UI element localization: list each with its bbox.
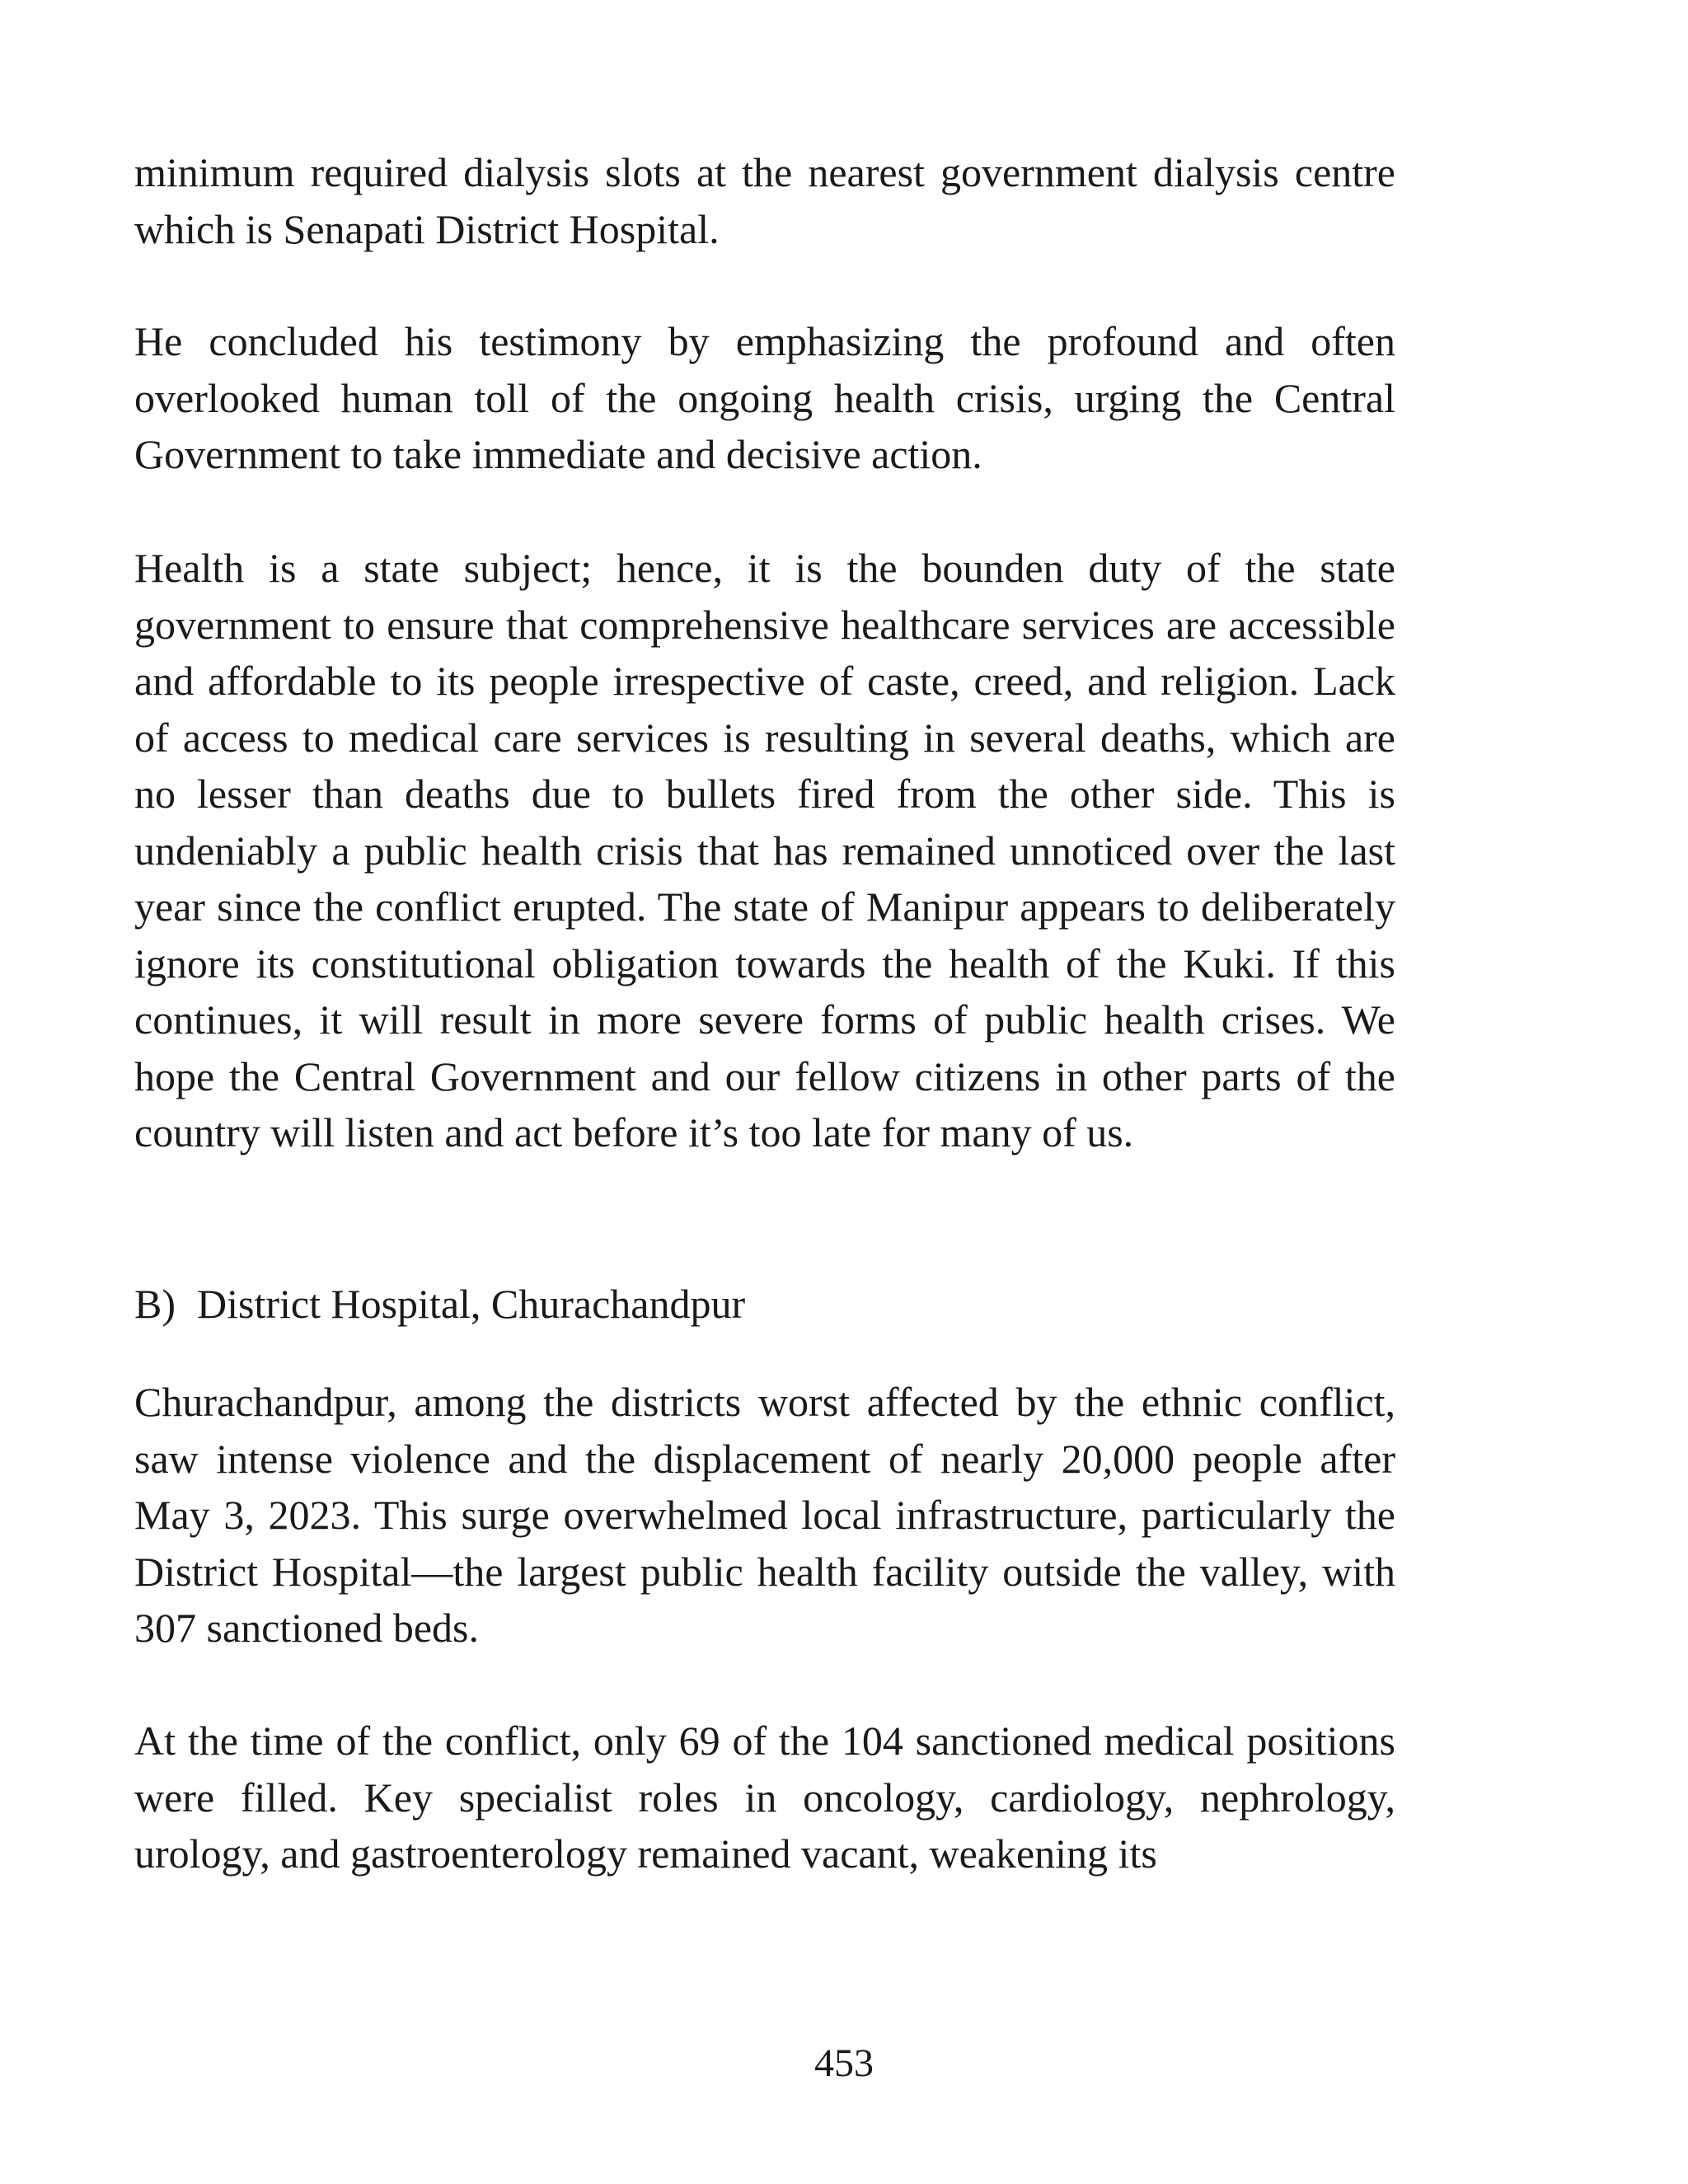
paragraph-testimony-conclusion: He concluded his testimony by emphasizing the profound and often overlooked human toll of the ongoing health crisis, urging the Central Government to take immediate and decisive action. [134,318,1395,477]
page-number: 453 [814,2041,874,2085]
paragraph-medical-positions: At the time of the conflict, only 69 of the 104 sanctioned medical positions were filled. Key specialist roles in oncology, cardiology, nephrology, urology, and gastroenterology remained vacant, weakening its [134,1718,1395,1877]
paragraph-churachandpur: Churachandpur, among the districts worst affected by the ethnic conflict, saw intense violence and the displacement of nearly 20,000 people after May 3, 2023. This surge overwhelmed local infrastructure, particularly the District Hospital—the largest public health facility outside the valley, with 307 sanctioned beds. [134,1379,1395,1651]
section-title: District Hospital, Churachandpur [197,1281,746,1327]
section-heading [134,1276,745,1333]
paragraph-dialysis-slots: minimum required dialysis slots at the nearest government dialysis centre which is Senapati District Hospital. [134,149,1395,252]
section-label: B) [134,1281,176,1327]
paragraph-health-state-subject: Health is a state subject; hence, it is the bounden duty of the state government to ensure that comprehensive healthcare services are accessible and affordable to its people irrespective of caste, creed, and religion. Lack of access to medical care services is resulting in several deaths, which are no lesser than deaths due to bullets fired from the other side. This is undeniably a public health crisis that has remained unnoticed over the last year since the conflict erupted. The state of Manipur appears to deliberately ignore its constitutional obligation towards the health of the Kuki. If this continues, it will result in more severe forms of public health crises. We hope the Central Government and our fellow citizens in other parts of the country will listen and act before it’s too late for many of us. [134,545,1395,1155]
